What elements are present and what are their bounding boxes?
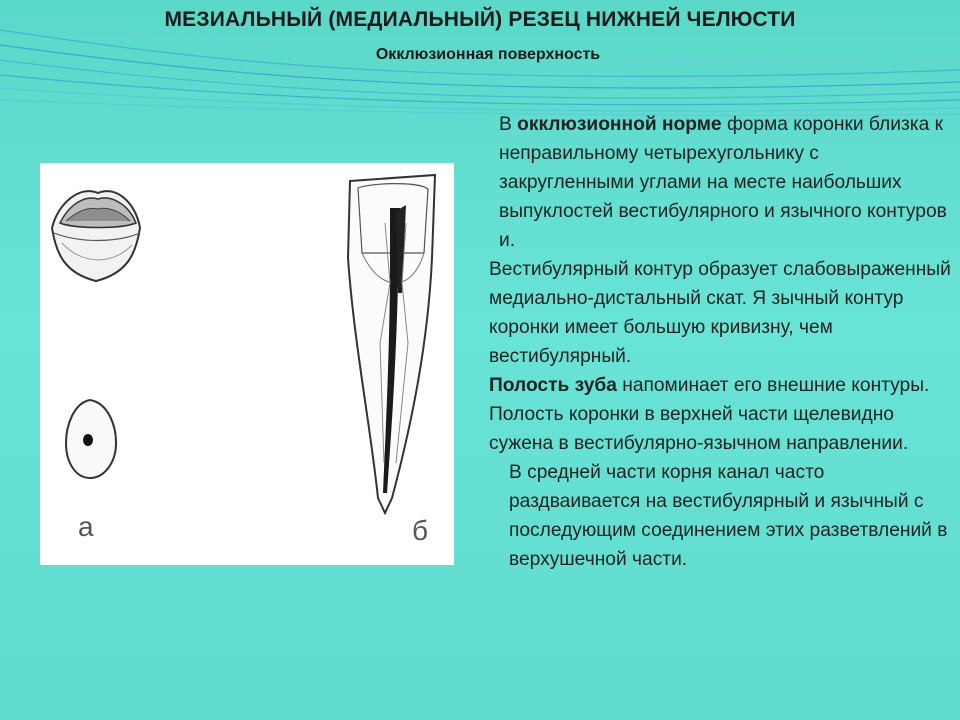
- slide-title: МЕЗИАЛЬНЫЙ (МЕДИАЛЬНЫЙ) РЕЗЕЦ НИЖНЕЙ ЧЕЛЮСТИ: [164, 8, 796, 31]
- slide-subtitle: Окклюзионная поверхность: [375, 46, 601, 63]
- paragraph-occlusion: В окклюзионной норме форма коронки близка к неправильному четырехугольнику с закругленными углами на месте наибольших выпуклостей вестибулярного и язычного контуров и.: [499, 114, 947, 251]
- term-pulp-cavity: Полость зуба: [489, 375, 617, 396]
- tooth-figure: [40, 163, 454, 565]
- root-cross-section: [66, 400, 116, 478]
- description-text: [489, 110, 951, 574]
- paragraph-root-canal: В средней части корня канал часто раздваивается на вестибулярный и язычный с последующим соединением этих разветвлений в верхушечной части.: [509, 462, 948, 570]
- crown-occlusal-view: [52, 191, 140, 281]
- figure-label-a: а: [78, 511, 94, 542]
- figure-label-b: б: [412, 515, 429, 546]
- paragraph-pulp-cavity: Полость зуба напоминает его внешние контуры. Полость коронки в верхней части щелевидно сужена в вестибулярно-язычном направлении.: [489, 375, 930, 454]
- paragraph-vestibular: Вестибулярный контур образует слабовыраженный медиально-дистальный скат. Я зычный контур коронки имеет большую кривизну, чем вестибулярный.: [489, 259, 951, 367]
- tooth-longitudinal-section: [348, 175, 435, 513]
- term-occlusal-norm: окклюзионной норме: [517, 114, 722, 135]
- tooth-illustration: [40, 163, 454, 565]
